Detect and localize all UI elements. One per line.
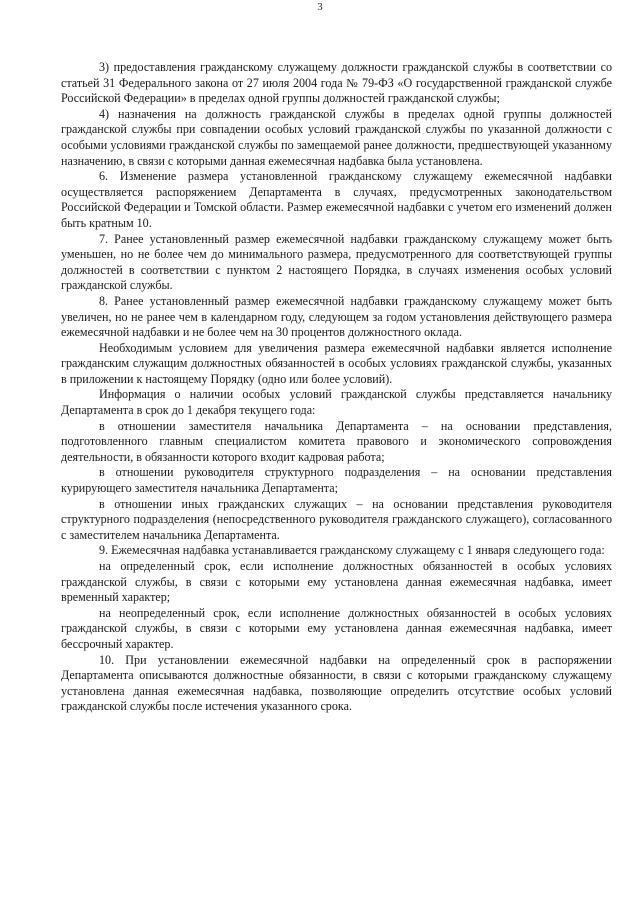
page-number: 3	[317, 2, 323, 13]
paragraph-item-4: 4) назначения на должность гражданской службы в пределах одной группы должностей гражданской службы при совпадении особых условий гражданской службы по указанной должности с особыми условиями гражданской службы по замещаемой ранее должности, предшествующей указанному назначению, в связи с которыми данная ежемесячная надбавка была установлена.	[61, 106, 612, 168]
paragraph-deputy-head: в отношении заместителя начальника Департамента – на основании представления, подготовленного главным специалистом комитета правового и экономического сопровождения деятельности, в обязанности которого входит кадровая работа;	[61, 418, 612, 464]
paragraph-information-deadline: Информация о наличии особых условий гражданской службы представляется начальнику Департамента в срок до 1 декабря текущего года:	[61, 387, 612, 418]
paragraph-clause-7: 7. Ранее установленный размер ежемесячной надбавки гражданскому служащему может быть уменьшен, но не более чем до минимального размера, предусмотренного для соответствующей группы должностей в соответствии с пунктом 2 настоящего Порядка, в случаях изменения особых условий гражданской службы.	[61, 231, 612, 293]
paragraph-increase-condition: Необходимым условием для увеличения размера ежемесячной надбавки является исполнение гражданским служащим должностных обязанностей в особых условиях гражданской службы, указанных в приложении к настоящему Порядку (одно или более условий).	[61, 340, 612, 386]
paragraph-unit-head: в отношении руководителя структурного подразделения – на основании представления курирующего заместителя начальника Департамента;	[61, 465, 612, 496]
paragraph-clause-6: 6. Изменение размера установленной гражданскому служащему ежемесячной надбавки осуществляется распоряжением Департамента в случаях, предусмотренных законодательством Российской Федерации и Томской области. Размер ежемесячной надбавки с учетом его изменений должен быть кратным 10.	[61, 169, 612, 230]
paragraph-clause-9: 9. Ежемесячная надбавка устанавливается гражданскому служащему с 1 января следующего года:	[99, 543, 605, 558]
paragraph-other-employees: в отношении иных гражданских служащих – на основании представления руководителя структурного подразделения (непосредственного руководителя гражданского служащего), согласованного с заместителем начальника Департамента.	[61, 496, 612, 542]
document-body	[61, 60, 612, 715]
paragraph-fixed-term: на определенный срок, если исполнение должностных обязанностей в особых условиях гражданской службы, в связи с которыми ему установлена данная ежемесячная надбавка, имеет временный характер;	[61, 559, 612, 605]
paragraph-clause-8: 8. Ранее установленный размер ежемесячной надбавки гражданскому служащему может быть увеличен, но не ранее чем в календарном году, следующем за годом установления действующего размера ежемесячной надбавки и не более чем на 30 процентов должностного оклада.	[61, 293, 612, 340]
paragraph-indefinite-term: на неопределенный срок, если исполнение должностных обязанностей в особых условиях гражданской службы, в связи с которыми ему установлена данная ежемесячная надбавка, имеет бессрочный характер.	[61, 605, 612, 651]
paragraph-clause-10: 10. При установлении ежемесячной надбавки на определенный срок в распоряжении Департамента описываются должностные обязанности, в связи с которыми гражданскому служащему установлена данная ежемесячная надбавка, позволяющие определить отсутствие особых условий гражданской службы после истечения указанного срока.	[61, 652, 612, 714]
paragraph-item-3: 3) предоставления гражданскому служащему должности гражданской службы в соответствии со статьей 31 Федерального закона от 27 июля 2004 года № 79-ФЗ «О государственной гражданской службе Российской Федерации» в пределах одной группы должностей гражданской службы;	[61, 60, 612, 106]
